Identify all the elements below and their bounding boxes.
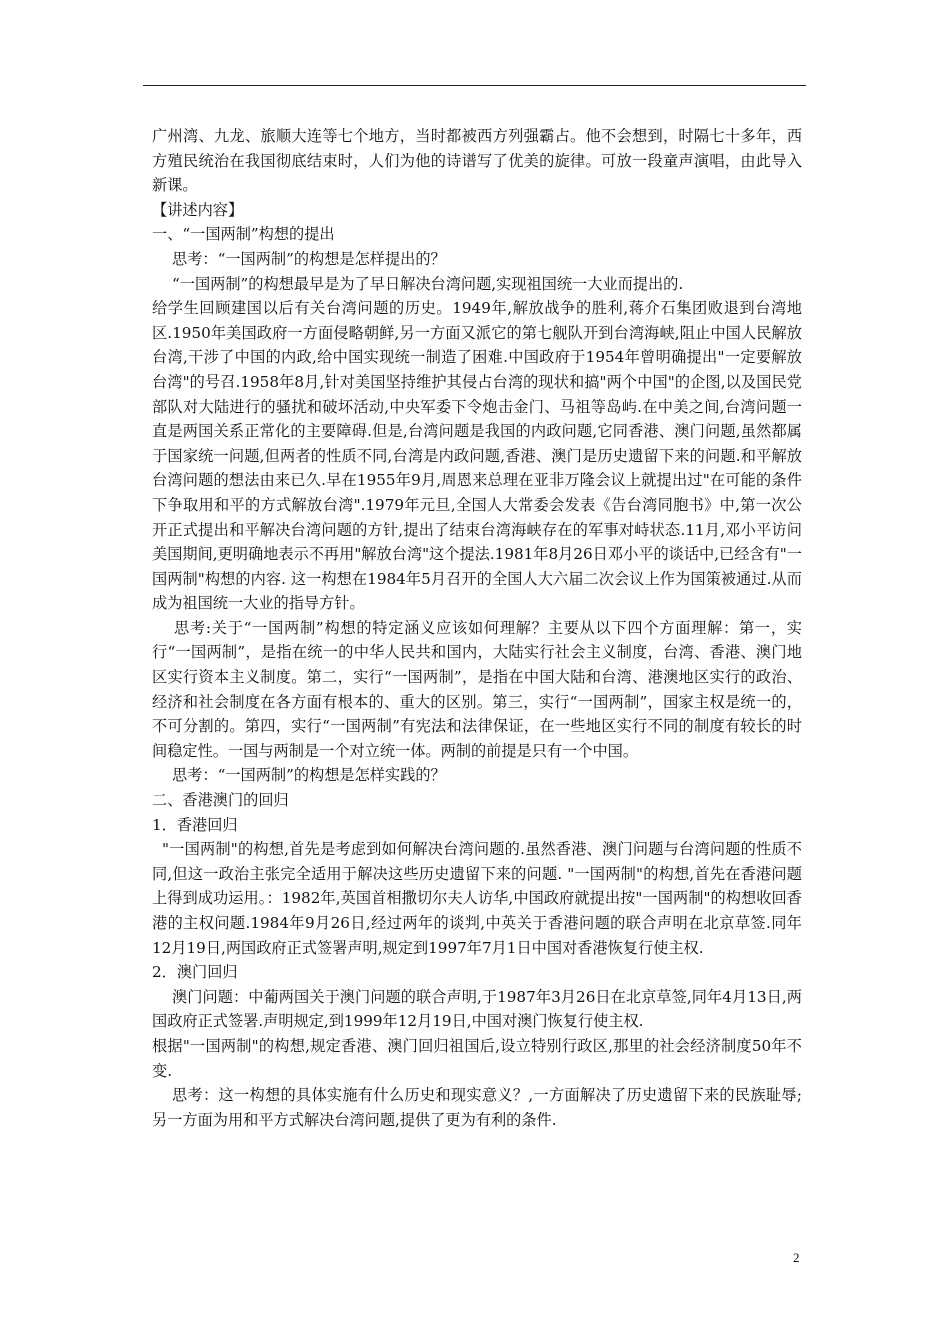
history-paragraph: 给学生回顾建国以后有关台湾问题的历史。1949年,解放战争的胜利,蒋介石集团败退到台湾地区.1950年美国政府一方面侵略朝鲜,另一方面又派它的第七舰队开到台湾海峡,阻止中国人民解放台湾,干涉了中国的内政,给中国实现统一制造了困难.中国政府于1954年曾明确提出"一定要解放台湾"的号召.1958年8月,针对美国坚持维护其侵占台湾的现状和搞"两个中国"的企图,以及国民党部队对大陆进行的骚扰和破坏活动,中央军委下令炮击金门、马祖等岛屿.在中美之间,台湾问题一直是两国关系正常化的主要障碍.但是,台湾问题是我国的内政问题,它同香港、澳门问题,虽然都属于国家统一问题,但两者的性质不同,台湾是内政问题,香港、澳门是历史遗留下来的问题.和平解放台湾问题的想法由来已久.早在1955年9月,周恩来总理在亚非万隆会议上就提出过"在可能的条件下争取用和平的方式解放台湾".1979年元旦,全国人大常委会发表《告台湾同胞书》中,第一次公开正式提出和平解决台湾问题的方针,提出了结束台湾海峡存在的军事对峙状态.11月,邓小平访问美国期间,更明确地表示不再用"解放台湾"这个提法.1981年8月26日邓小平的谈话中,已经含有"一国两制"构想的内容. 这一构想在1984年5月召开的全国人大六届二次会议上作为国策被通过.从而成为祖国统一大业的指导方针。 (152, 299, 802, 613)
paragraph-intro-continuation: 广州湾、九龙、旅顺大连等七个地方，当时都被西方列强霸占。他不会想到，时隔七十多年，西方殖民统治在我国彻底结束时，人们为他的诗谱写了优美的旋律。可放一段童声演唱，由此导入新课。 (152, 127, 802, 195)
section-heading-2: 二、香港澳门的回归 (152, 791, 289, 810)
question-paragraph: 思考：这一构想的具体实施有什么历史和现实意义？,一方面解决了历史遗留下来的民族耻辱;另一方面为用和平方式解决台湾问题,提供了更为有利的条件. (152, 1086, 802, 1129)
macau-paragraph: 澳门问题：中葡两国关于澳门问题的联合声明,于1987年3月26日在北京草签,同年4月13日,两国政府正式签署.声明规定,到1999年12月19日,中国对澳门恢复行使主权. (152, 987, 802, 1031)
section-heading-1: 一、“一国两制”构想的提出 (152, 225, 335, 244)
answer-paragraph: “一国两制”的构想最早是为了早日解决台湾问题,实现祖国统一大业而提出的. (172, 274, 684, 293)
hongkong-paragraph: "一国两制"的构想,首先是考虑到如何解决台湾问题的.虽然香港、澳门问题与台湾问题的性质不同,但这一政治主张完全适用于解决这些历史遗留下来的问题. "一国两制"的构想,首先在香港问题上得到成功运用。：1982年,英国首相撒切尔夫人访华,中国政府就提出按"一国两制"的构想收回香港的主权问题.1984年9月26日,经过两年的谈判,中英关于香港问题的联合声明在北京草签.同年12月19日,两国政府正式签署声明,规定到1997年7月1日中国对香港恢复行使主权. (152, 840, 802, 957)
question-paragraph: 思考：“一国两制”的构想是怎样提出的？ (172, 249, 446, 268)
question-paragraph: 思考：“一国两制”的构想是怎样实践的？ (172, 766, 446, 785)
subsection-heading-macau: 2．澳门回归 (152, 963, 238, 982)
sar-paragraph: 根据"一国两制"的构想,规定香港、澳门回归祖国后,设立特别行政区,那里的社会经济制度50年不变. (152, 1036, 802, 1080)
header-rule (143, 85, 806, 86)
page-number: 2 (793, 1250, 800, 1265)
section-label-lecture: 【讲述内容】 (152, 200, 244, 219)
page-body (152, 124, 802, 1132)
subsection-heading-hongkong: 1．香港回归 (152, 815, 238, 834)
question-paragraph: 思考:关于“一国两制”构想的特定涵义应该如何理解？主要从以下四个方面理解：第一，实行“一国两制”，是指在统一的中华人民共和国内，大陆实行社会主义制度，台湾、香港、澳门地区实行资本主义制度。第二，实行“一国两制”，是指在中国大陆和台湾、港澳地区实行的政治、经济和社会制度在各方面有根本的、重大的区别。第三，实行“一国两制”，国家主权是统一的，不可分割的。第四，实行“一国两制”有宪法和法律保证，在一些地区实行不同的制度有较长的时间稳定性。一国与两制是一个对立统一体。两制的前提是只有一个中国。 (152, 618, 802, 760)
